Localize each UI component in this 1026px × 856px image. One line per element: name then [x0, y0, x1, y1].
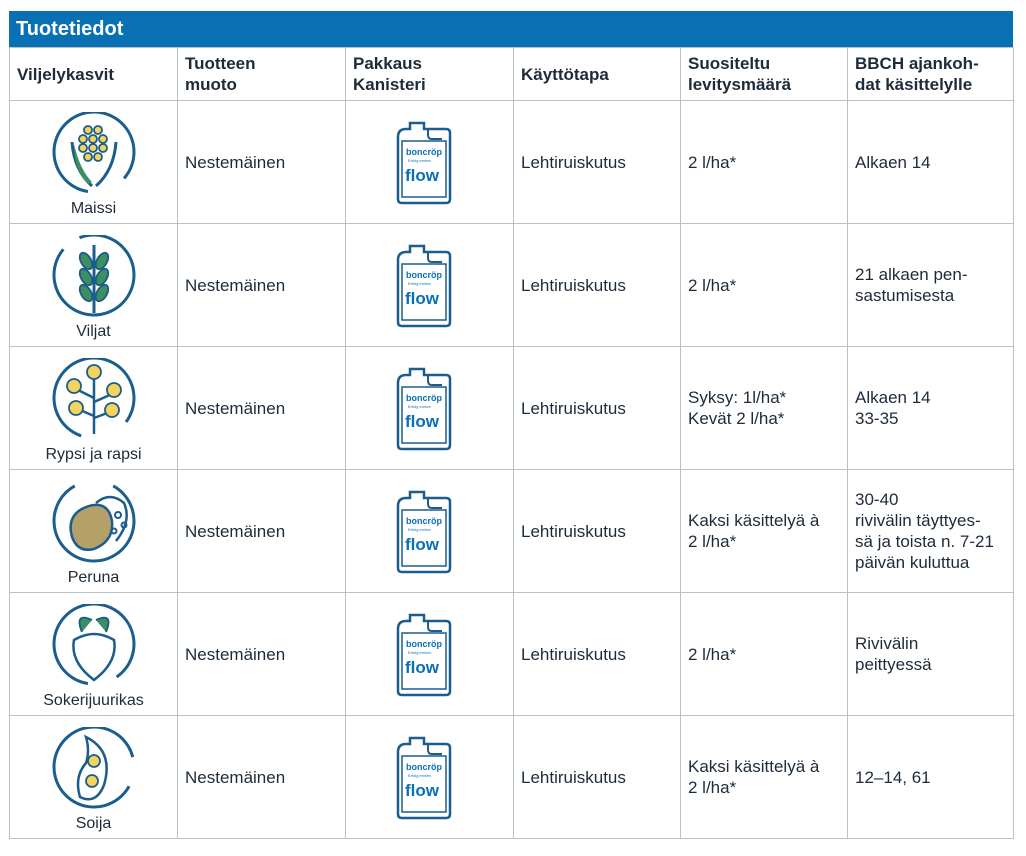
crop-name: Peruna — [67, 568, 120, 586]
rate-cell: 2 l/ha* — [681, 101, 848, 224]
logo-brand: boncröp — [406, 147, 442, 157]
logo-product: flow — [405, 289, 439, 308]
logo-product: flow — [405, 412, 439, 431]
package-cell — [346, 101, 514, 224]
bbch-cell: 21 alkaen pen- sastumisesta — [848, 224, 1014, 347]
bbch-cell: 30-40 rivivälin täyttyes- sä ja toista n. 7-21 päivän kuluttua — [848, 470, 1014, 593]
logo-tagline: Erfolg ernten — [408, 527, 431, 532]
logo-brand: boncröp — [406, 516, 442, 526]
logo-product: flow — [405, 166, 439, 185]
form-cell: Nestemäinen — [178, 347, 346, 470]
form-cell: Nestemäinen — [178, 716, 346, 839]
crop-name: Soija — [75, 814, 112, 832]
rapeseed-icon — [52, 358, 136, 442]
canister-icon — [392, 242, 454, 328]
potato-icon — [52, 481, 136, 565]
rate-cell: Syksy: 1l/ha* Kevät 2 l/ha* — [681, 347, 848, 470]
logo-tagline: Erfolg ernten — [408, 404, 431, 409]
canister-icon — [392, 488, 454, 574]
header-bbch: BBCH ajankoh- dat käsittelylle — [848, 48, 1014, 101]
crop-cell — [10, 224, 178, 347]
table-row — [10, 101, 1014, 224]
package-cell — [346, 470, 514, 593]
header-form: Tuotteen muoto — [178, 48, 346, 101]
logo-product: flow — [405, 658, 439, 677]
logo-tagline: Erfolg ernten — [408, 773, 431, 778]
logo-brand: boncröp — [406, 639, 442, 649]
crop-name: Sokerijuurikas — [43, 691, 144, 709]
panel-title: Tuotetiedot — [9, 11, 1013, 47]
method-cell: Lehtiruiskutus — [514, 716, 681, 839]
method-cell: Lehtiruiskutus — [514, 347, 681, 470]
rate-cell: 2 l/ha* — [681, 224, 848, 347]
header-rate: Suositeltu levitysmäärä — [681, 48, 848, 101]
crop-name: Viljat — [76, 322, 111, 340]
crop-cell — [10, 716, 178, 839]
package-cell — [346, 224, 514, 347]
crop-cell — [10, 101, 178, 224]
logo-tagline: Erfolg ernten — [408, 650, 431, 655]
header-method: Käyttötapa — [514, 48, 681, 101]
package-cell — [346, 716, 514, 839]
crop-name: Maissi — [70, 199, 117, 217]
product-info-panel — [9, 11, 1013, 839]
bbch-cell: Alkaen 14 — [848, 101, 1014, 224]
canister-icon — [392, 734, 454, 820]
method-cell: Lehtiruiskutus — [514, 224, 681, 347]
package-cell — [346, 593, 514, 716]
table-row — [10, 470, 1014, 593]
rate-cell: 2 l/ha* — [681, 593, 848, 716]
form-cell: Nestemäinen — [178, 470, 346, 593]
logo-tagline: Erfolg ernten — [408, 281, 431, 286]
logo-brand: boncröp — [406, 762, 442, 772]
method-cell: Lehtiruiskutus — [514, 101, 681, 224]
canister-icon — [392, 119, 454, 205]
logo-product: flow — [405, 781, 439, 800]
header-crop: Viljelykasvit — [10, 48, 178, 101]
table-row — [10, 224, 1014, 347]
bbch-cell: Rivivälin peittyessä — [848, 593, 1014, 716]
product-table — [9, 47, 1014, 839]
grain-icon — [52, 235, 136, 319]
soybean-icon — [52, 727, 136, 811]
crop-cell — [10, 470, 178, 593]
method-cell: Lehtiruiskutus — [514, 593, 681, 716]
package-cell — [346, 347, 514, 470]
canister-icon — [392, 611, 454, 697]
rate-cell: Kaksi käsittelyä à 2 l/ha* — [681, 470, 848, 593]
bbch-cell: Alkaen 14 33-35 — [848, 347, 1014, 470]
logo-brand: boncröp — [406, 270, 442, 280]
logo-tagline: Erfolg ernten — [408, 158, 431, 163]
form-cell: Nestemäinen — [178, 101, 346, 224]
header-row — [10, 48, 1014, 101]
crop-name: Rypsi ja rapsi — [45, 445, 142, 463]
table-row — [10, 716, 1014, 839]
logo-brand: boncröp — [406, 393, 442, 403]
bbch-cell: 12–14, 61 — [848, 716, 1014, 839]
crop-cell — [10, 593, 178, 716]
rate-cell: Kaksi käsittelyä à 2 l/ha* — [681, 716, 848, 839]
header-package: Pakkaus Kanisteri — [346, 48, 514, 101]
sugar-beet-icon — [52, 604, 136, 688]
canister-icon — [392, 365, 454, 451]
form-cell: Nestemäinen — [178, 593, 346, 716]
form-cell: Nestemäinen — [178, 224, 346, 347]
corn-icon — [52, 112, 136, 196]
logo-product: flow — [405, 535, 439, 554]
table-row — [10, 593, 1014, 716]
method-cell: Lehtiruiskutus — [514, 470, 681, 593]
table-row — [10, 347, 1014, 470]
crop-cell — [10, 347, 178, 470]
